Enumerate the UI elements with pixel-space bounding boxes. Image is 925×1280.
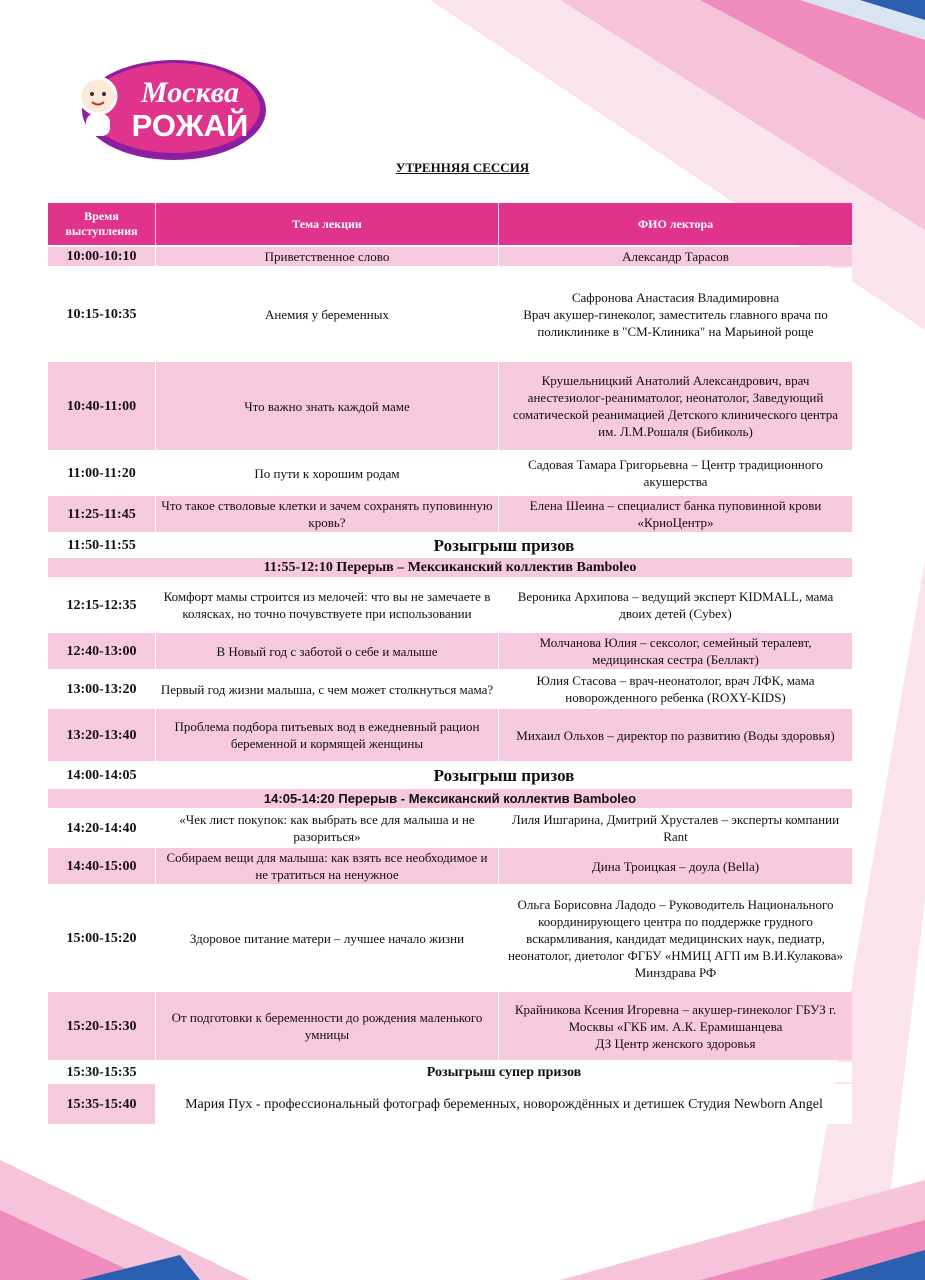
row-topic: Что такое стволовые клетки и зачем сохранять пуповинную кровь? [156,496,499,532]
row-speaker: Александр Тарасов [499,247,852,266]
row-time: 13:00-13:20 [48,671,156,707]
break-row [48,558,852,577]
super-prize-label: Розыгрыш супер призов [156,1062,852,1082]
row-topic: Приветственное слово [156,247,499,266]
table-row [48,362,852,450]
header-speaker: ФИО лектора [499,203,852,245]
prize-draw-label: Розыгрыш призов [156,534,852,556]
row-time: 10:15-10:35 [48,268,156,360]
row-topic: Здоровое питание матери – лучшее начало жизни [156,886,499,990]
row-speaker: Дина Троицкая – доула (Bella) [499,848,852,884]
row-topic: Что важно знать каждой маме [156,362,499,450]
row-topic: «Чек лист покупок: как выбрать все для малыша и не разориться» [156,810,499,846]
row-speaker: Елена Шеина – специалист банка пуповинной крови «КриоЦентр» [499,496,852,532]
table-row [48,247,852,266]
row-topic: По пути к хорошим родам [156,452,499,494]
row-topic: От подготовки к беременности до рождения маленького умницы [156,992,499,1060]
row-speaker: Михаил Ольхов – директор по развитию (Воды здоровья) [499,709,852,761]
prize-draw-label: Розыгрыш призов [156,763,852,787]
row-speaker: Лиля Ишгарина, Дмитрий Хрусталев – эксперты компании Rant [499,810,852,846]
photographer-label: Мария Пух - профессиональный фотограф беременных, новорождённых и детишек Студия Newborn Angel [156,1084,852,1124]
row-time: 11:00-11:20 [48,452,156,494]
table-row [48,633,852,669]
row-time: 15:30-15:35 [48,1062,156,1082]
super-prize-row [48,1062,852,1082]
row-topic: Анемия у беременных [156,268,499,360]
row-topic: Проблема подбора питьевых вод в ежедневный рацион беременной и кормящей женщины [156,709,499,761]
table-row [48,452,852,494]
row-time: 10:40-11:00 [48,362,156,450]
row-time: 12:40-13:00 [48,633,156,669]
table-row [48,709,852,761]
row-speaker: Молчанова Юлия – сексолог, семейный тералевт, медицинская сестра (Беллакт) [499,633,852,669]
row-time: 15:35-15:40 [48,1084,156,1124]
row-time: 14:00-14:05 [48,763,156,787]
table-row [48,992,852,1060]
moskva-rozhai-logo [74,56,266,166]
row-time: 10:00-10:10 [48,247,156,266]
row-time: 15:20-15:30 [48,992,156,1060]
table-row [48,810,852,846]
table-row [48,886,852,990]
table-row [48,848,852,884]
row-time: 14:20-14:40 [48,810,156,846]
row-topic: Комфорт мамы строится из мелочей: что вы не замечаете в колясках, но точно почувствуете при использовании [156,579,499,631]
row-time: 11:25-11:45 [48,496,156,532]
header-time: Время выступления [48,203,156,245]
header-topic: Тема лекции [156,203,499,245]
row-speaker: Юлия Стасова – врач-неонатолог, врач ЛФК, мама новорожденного ребенка (ROXY-KIDS) [499,671,852,707]
schedule-table [48,201,852,1126]
table-row [48,579,852,631]
break-row [48,789,852,808]
table-row [48,268,852,360]
svg-text:РОЖАЙ: РОЖАЙ [131,108,249,143]
row-time: 15:00-15:20 [48,886,156,990]
break-label: 14:05-14:20 Перерыв - Мексиканский коллектив Bamboleo [48,789,852,808]
break-label: 11:55-12:10 Перерыв – Мексиканский коллектив Bamboleo [48,558,852,577]
row-speaker: Крайникова Ксения Игоревна – акушер-гинеколог ГБУЗ г. Москвы «ГКБ им. А.К. Ерамишанцева ДЗ Центр женского здоровья [499,992,852,1060]
table-header [48,203,852,245]
row-speaker: Садовая Тамара Григорьевна – Центр традиционного акушерства [499,452,852,494]
row-topic: Первый год жизни малыша, с чем может столкнуться мама? [156,671,499,707]
row-time: 14:40-15:00 [48,848,156,884]
row-time: 11:50-11:55 [48,534,156,556]
row-topic: В Новый год с заботой о себе и малыше [156,633,499,669]
row-topic: Собираем вещи для малыша: как взять все необходимое и не тратиться на ненужное [156,848,499,884]
photographer-row [48,1084,852,1124]
svg-text:Москва: Москва [141,76,239,109]
row-speaker: Сафронова Анастасия Владимировна Врач акушер-гинеколог, заместитель главного врача по поликлинике в "СМ-Клиника" на Марьиной роще [499,268,852,360]
table-row [48,496,852,532]
row-time: 13:20-13:40 [48,709,156,761]
row-speaker: Крушельницкий Анатолий Александрович, врач анестезиолог-реаниматолог, неонатолог, Заведующий соматической реанимацией Детского клинического центра им. Л.М.Рошаля (Бибиколь) [499,362,852,450]
prize-row [48,534,852,556]
row-speaker: Ольга Борисовна Ладодо – Руководитель Национального координирующего центра по поддержке грудного вскармливания, кандидат медицинских наук, педиатр, неонатолог, диетолог ФГБУ «НМИЦ АГП им В.И.Кулакова» Минздрава РФ [499,886,852,990]
table-row [48,671,852,707]
prize-row [48,763,852,787]
session-title: УТРЕННЯЯ СЕССИЯ [395,160,530,175]
row-speaker: Вероника Архипова – ведущий эксперт KIDMALL, мама двоих детей (Cybex) [499,579,852,631]
row-time: 12:15-12:35 [48,579,156,631]
